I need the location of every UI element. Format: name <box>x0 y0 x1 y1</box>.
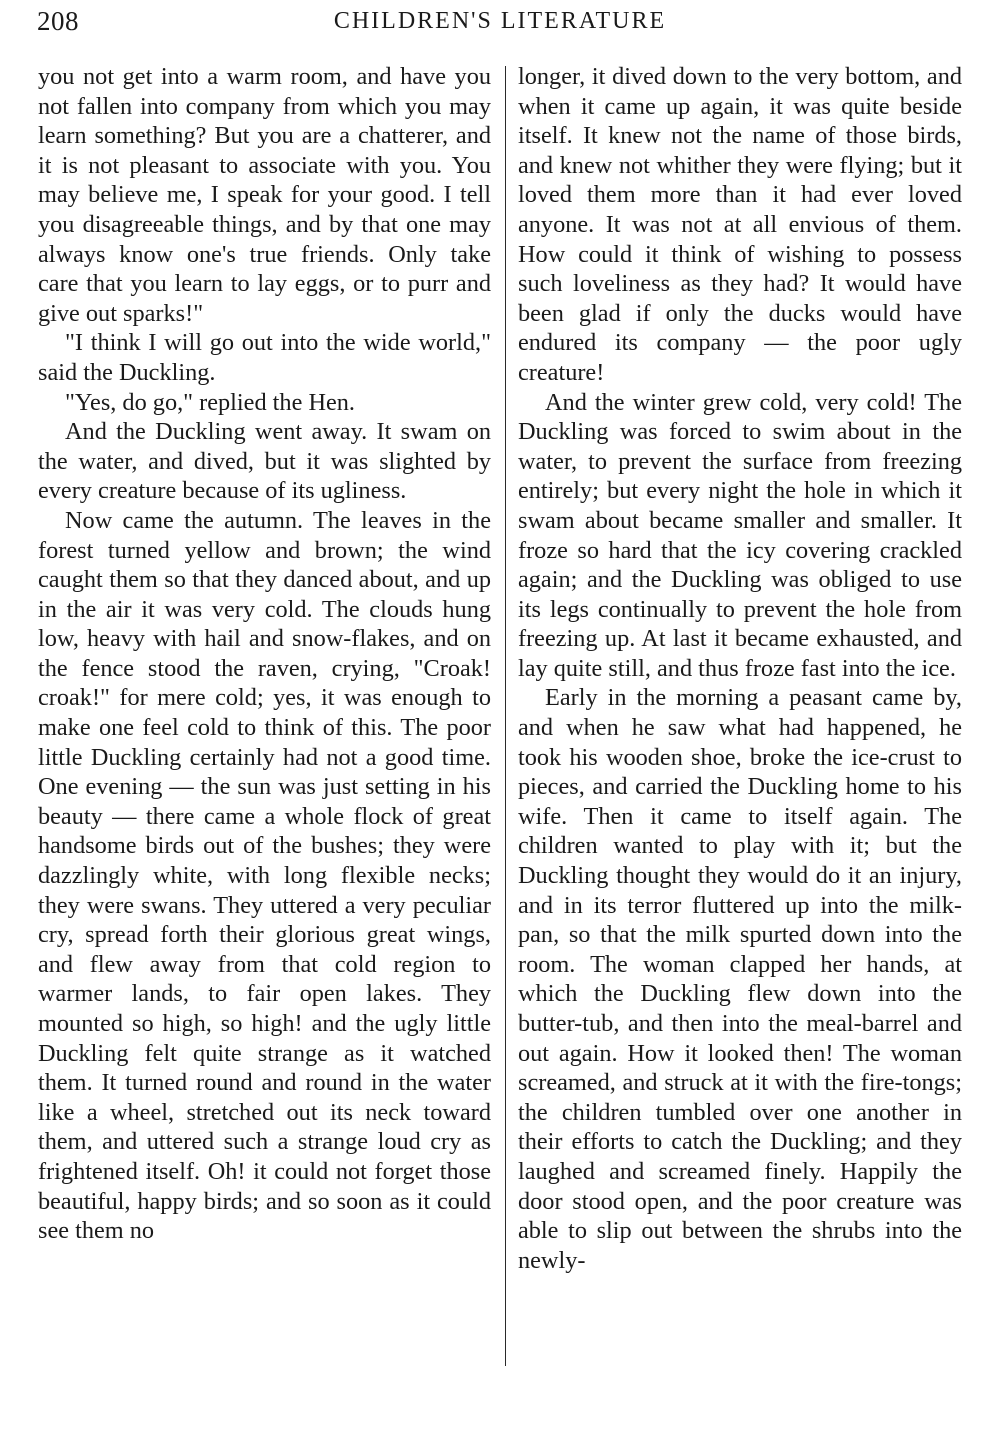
paragraph: Early in the morning a peasant came by, and when he saw what had happened, he took his wooden shoe, broke the ice-crust to pieces, and carried the Duckling home to his wife. Then it came to itself again. The children wanted to play with it; but the Duckling thought they would do it an injury, and in its terror fluttered up into the milk-pan, so that the milk spurted down into the room. The woman clapped her hands, at which the Duckling flew down into the butter-tub, and then into the meal-barrel and out again. How it looked then! The woman screamed, and struck at it with the fire-tongs; the children tumbled over one another in their efforts to catch the Duckling; and they laughed and screamed finely. Happily the door stood open, and the poor creature was able to slip out between the shrubs into the newly- <box>518 684 962 1274</box>
paragraph: you not get into a warm room, and have you not fallen into company from which you may learn something? But you are a chatterer, and it is not pleasant to associate with you. You may believe me, I speak for your good. I tell you disagreeable things, and by that one may always know one's true friends. Only take care that you learn to lay eggs, or to purr and give out sparks!" <box>38 63 491 327</box>
paragraph: "I think I will go out into the wide world," said the Duckling. <box>38 329 491 386</box>
paragraph: Now came the autumn. The leaves in the forest turned yellow and brown; the wind caught them so that they danced about, and up in the air it was very cold. The clouds hung low, heavy with hail and snow-flakes, and on the fence stood the raven, crying, "Croak! croak!" for mere cold; yes, it was enough to make one feel cold to think of this. The poor little Duckling certainly had not a good time. One evening — the sun was just setting in his beauty — there came a whole flock of great handsome birds out of the bushes; they were dazzlingly white, with long flexible necks; they were swans. They uttered a very peculiar cry, spread forth their glorious great wings, and flew away from that cold region to warmer lands, to fair open lakes. They mounted so high, so high! and the ugly little Duckling felt quite strange as it watched them. It turned round and round in the water like a wheel, stretched out its neck toward them, and uttered such a strange loud cry as frightened itself. Oh! it could not forget those beautiful, happy birds; and so soon as it could see them no <box>38 506 491 1245</box>
right-column <box>518 62 962 1275</box>
paragraph: longer, it dived down to the very bottom, and when it came up again, it was quite beside itself. It knew not the name of those birds, and knew not whither they were flying; but it loved them more than it had ever loved anyone. It was not at all envious of them. How could it think of wishing to possess such loveliness as they had? It would have been glad if only the ducks would have endured its company — the poor ugly creature! <box>518 63 962 386</box>
page-header <box>37 6 963 42</box>
paragraph: "Yes, do go," replied the Hen. <box>65 388 355 416</box>
running-title: CHILDREN'S LITERATURE <box>333 8 667 34</box>
paragraph: And the winter grew cold, very cold! The Duckling was forced to swim about in the water, to prevent the surface from freezing entirely; but every night the hole in which it swam about became smaller and smaller. It froze so hard that the icy covering crackled again; and the Duckling was obliged to use its legs continually to prevent the hole from freezing up. At last it became exhausted, and lay quite still, and thus froze fast into the ice. <box>518 388 962 682</box>
left-column <box>38 62 491 1246</box>
page-number: 208 <box>37 6 79 36</box>
paragraph: And the Duckling went away. It swam on the water, and dived, but it was slighted by every creature because of its ugliness. <box>38 418 491 505</box>
column-divider <box>505 66 506 1366</box>
